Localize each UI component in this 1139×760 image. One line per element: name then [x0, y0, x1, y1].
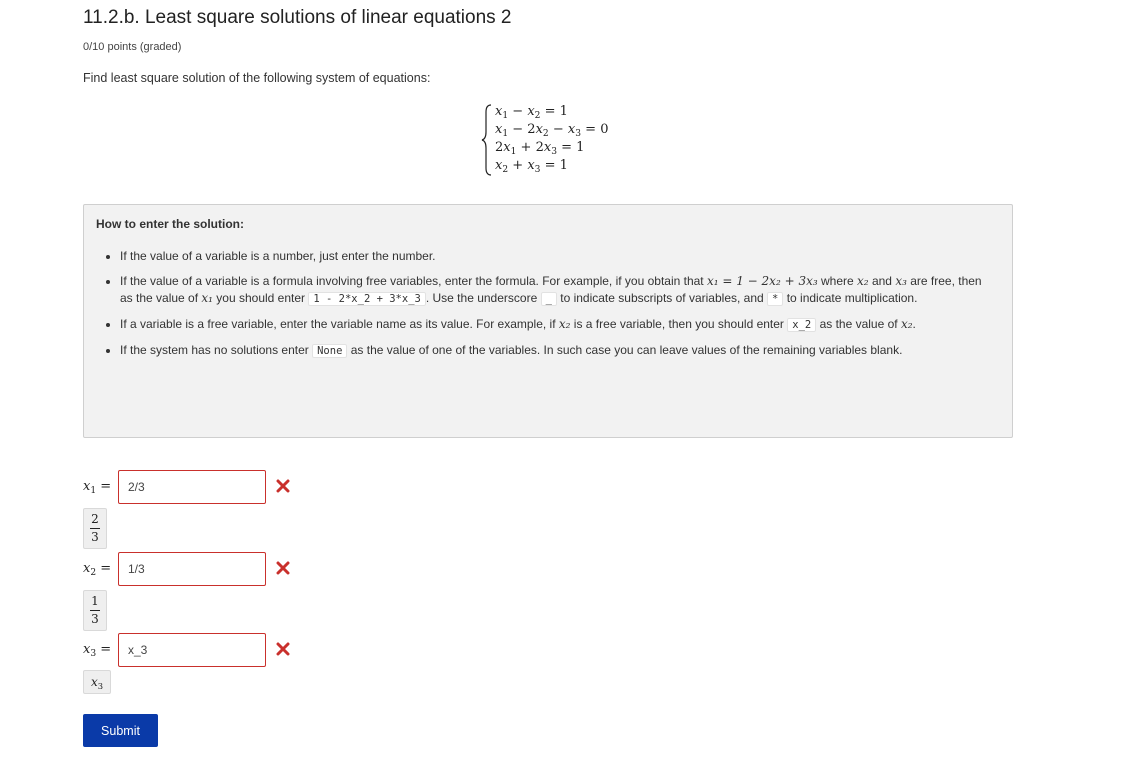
code-snippet: None	[312, 344, 347, 358]
code-snippet: *	[767, 292, 783, 306]
variable-label: $x_2$ =	[83, 561, 112, 578]
answer-row-x2	[83, 552, 383, 586]
incorrect-x-icon	[276, 642, 290, 656]
instruction-item: • If the value of a variable is a number, just enter the number.	[120, 248, 986, 265]
problem-prompt: Find least square solution of the following system of equations:	[83, 71, 431, 85]
code-snippet: x_2	[787, 318, 816, 332]
submit-button[interactable]: Submit	[83, 714, 158, 747]
code-snippet: 1 - 2*x_2 + 3*x_3	[308, 292, 425, 306]
instructions-list	[96, 235, 986, 368]
answer-row-x3	[83, 633, 383, 667]
x3-preview: $x_3$	[83, 670, 111, 694]
instruction-item: • If the system has no solutions enter None as the value of one of the variables. In such case you can leave values of the remaining variables blank.	[120, 342, 986, 360]
equation-2: $x_1 - 2x_2 - x_3 = 0$	[495, 122, 609, 139]
equation-3: $2x_1 + 2x_3 = 1$	[495, 140, 585, 157]
variable-label: $x_3$ =	[83, 642, 112, 659]
instructions-title: How to enter the solution:	[96, 217, 244, 231]
x1-input[interactable]	[118, 470, 266, 504]
x2-input[interactable]	[118, 552, 266, 586]
equation-1: $x_1 - x_2 = 1$	[495, 104, 568, 121]
equation-4: $x_2 + x_3 = 1$	[495, 158, 568, 175]
instructions-box	[83, 204, 1013, 438]
left-brace-icon	[481, 104, 493, 176]
incorrect-x-icon	[276, 561, 290, 575]
points-label: 0/10 points (graded)	[83, 41, 182, 53]
incorrect-x-icon	[276, 479, 290, 493]
code-snippet: _	[541, 292, 557, 306]
problem-title: 11.2.b. Least square solutions of linear equations 2	[83, 7, 512, 28]
answer-row-x1	[83, 470, 383, 504]
instruction-item: • If a variable is a free variable, enter the variable name as its value. For example, if x₂ is a free variable, then you should enter x_2 as the value of x₂.	[120, 316, 986, 334]
x3-input[interactable]	[118, 633, 266, 667]
equation-system	[481, 104, 641, 178]
instruction-item: • If the value of a variable is a formula involving free variables, enter the formula. For example, if you obtain that x₁ = 1 − 2x₂ + 3x₃ where x₂ and x₃ are free, then as the value of x₁ you should enter 1 - 2*x_2 + 3*x_3 . Use the underscore _ to indicate subscripts of variables, and * to indicate multiplication.	[120, 273, 986, 308]
variable-label: $x_1$ =	[83, 479, 112, 496]
x1-preview: $\frac{2}{3}$	[83, 508, 107, 549]
x2-preview: $\frac{1}{3}$	[83, 590, 107, 631]
